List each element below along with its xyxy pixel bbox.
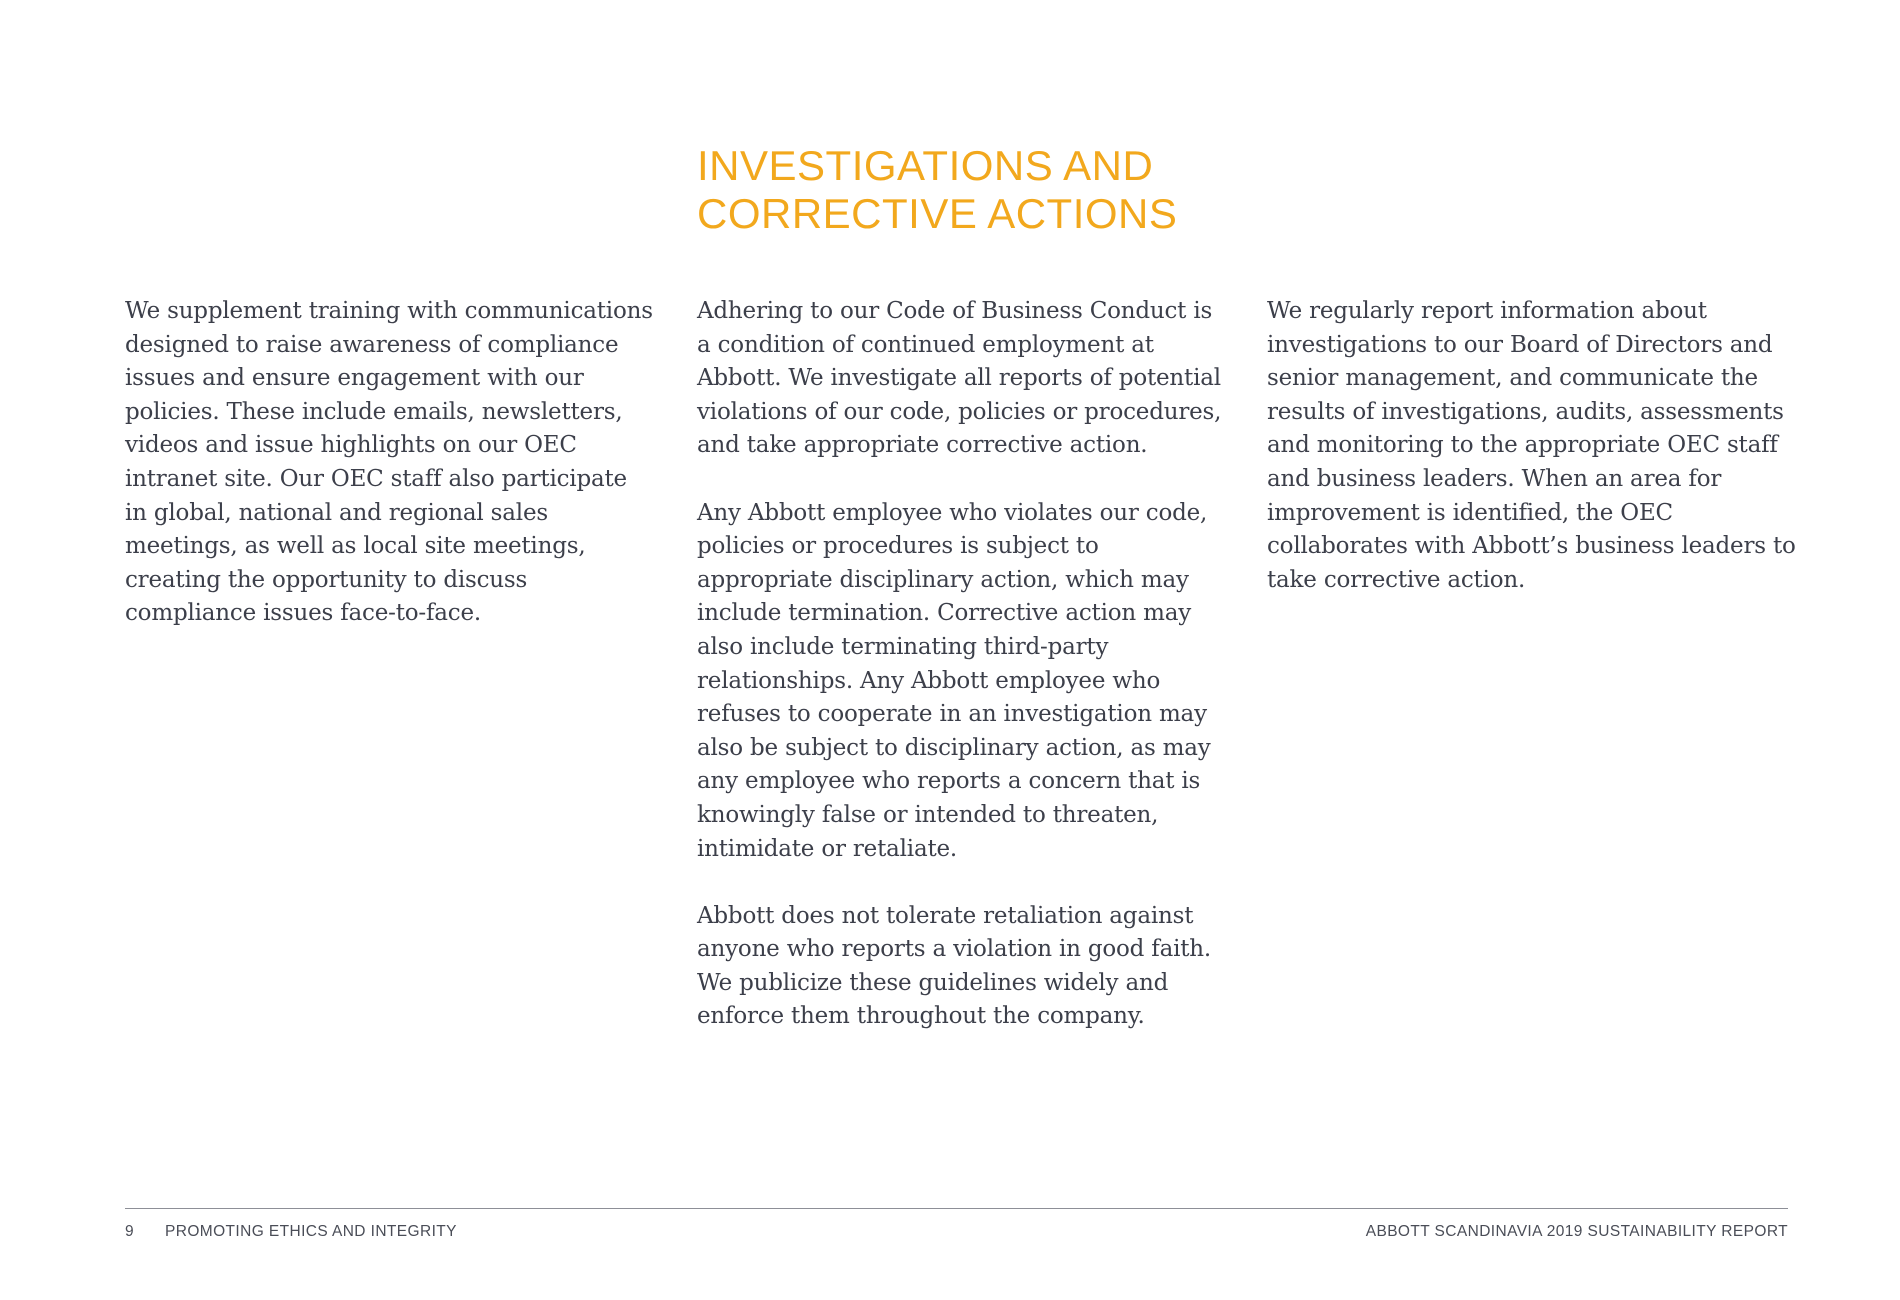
body-paragraph: We supplement training with communications designed to raise awareness of compliance issues and ensure engagement with our policies. These include emails, newsletters, videos and issue highlights on our OEC intranet site. Our OEC staff also participate in global, national and regional sales meetings, as well as local site meetings, creating the opportunity to discuss compliance issues face-to-face.	[125, 298, 653, 627]
body-paragraph: Any Abbott employee who violates our code, policies or procedures is subject to appropriate disciplinary action, which may include termination. Corrective action may also include terminating third-party relationships. Any Abbott employee who refuses to cooperate in an investigation may also be subject to disciplinary action, as may any employee who reports a concern that is knowingly false or intended to threaten, intimidate or retaliate.	[697, 499, 1211, 862]
body-paragraph: Abbott does not tolerate retaliation against anyone who reports a violation in good faith. We publicize these guidelines widely and enforce them throughout the company.	[697, 902, 1212, 1030]
footer-left	[125, 1223, 457, 1241]
body-paragraph: Adhering to our Code of Business Conduct is a condition of continued employment at Abbott. We investigate all reports of potential violations of our code, policies or procedures, and take appropriate corrective action.	[697, 298, 1222, 459]
section-heading	[697, 142, 1177, 238]
footer-divider	[125, 1208, 1788, 1209]
page-number: 9	[125, 1223, 135, 1240]
body-paragraph: We regularly report information about investigations to our Board of Directors and senior management, and communicate the results of investigations, audits, assessments and monitoring to the appropriate OEC staff and business leaders. When an area for improvement is identified, the OEC collaborates with Abbott’s business leaders to take corrective action.	[1267, 298, 1796, 593]
body-column-3	[1267, 295, 1797, 631]
footer-section-title: PROMOTING ETHICS AND INTEGRITY	[165, 1223, 457, 1240]
body-column-1	[125, 295, 655, 665]
body-column-2	[697, 295, 1227, 1068]
section-heading-line-1: INVESTIGATIONS AND	[697, 142, 1154, 189]
section-heading-line-2: CORRECTIVE ACTIONS	[697, 190, 1178, 237]
footer-report-title: ABBOTT SCANDINAVIA 2019 SUSTAINABILITY REPORT	[1365, 1223, 1788, 1240]
